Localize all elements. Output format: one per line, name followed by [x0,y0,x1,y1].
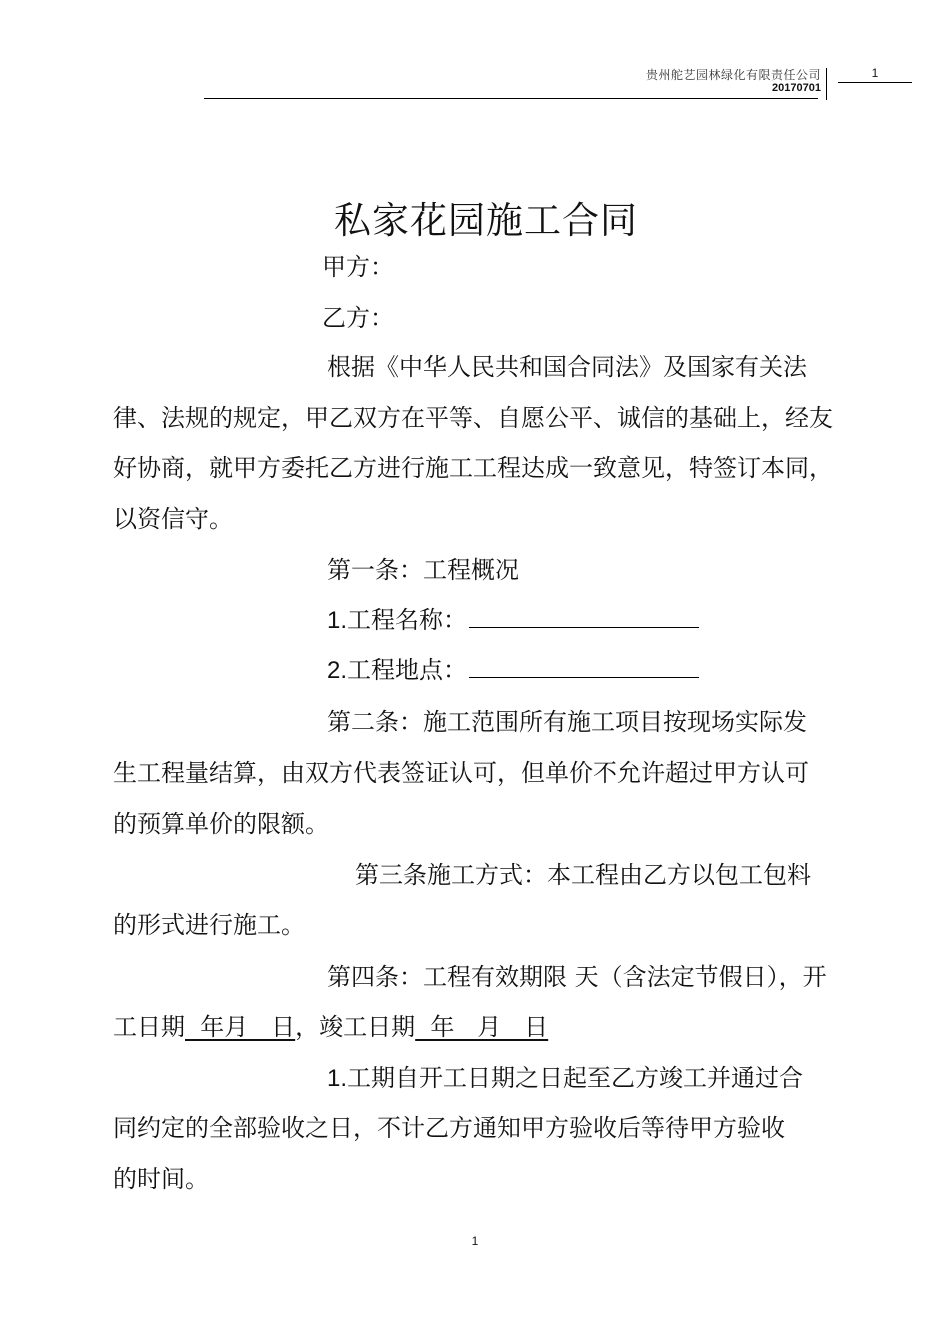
intro-line-1: 根据《中华人民共和国合同法》及国家有关法 [327,353,807,381]
project-name-row [327,605,699,636]
article4-dates-row [113,1012,548,1042]
document-title: 私家花园施工合同 [334,199,638,242]
party-b-label: 乙方： [322,304,394,332]
project-name-blank [469,605,699,628]
start-date-label: 工日期 [113,1013,185,1041]
footer-page-number: 1 [471,1234,479,1248]
end-date-label: ，竣工日期 [295,1013,416,1041]
article4-item1-line-2: 同约定的全部验收之日，不计乙方通知甲方验收后等待甲方验收 [113,1114,785,1142]
project-name-number: 1. [327,607,348,634]
header-rule [204,98,818,99]
header-divider [826,68,827,100]
article3-line-1: 第三条施工方式：本工程由乙方以包工包料 [355,861,811,889]
article2-line-2: 生工程量结算，由双方代表签证认可，但单价不允许超过甲方认可 [113,759,809,787]
header-company-name: 贵州舵艺园林绿化有限责任公司 [645,68,821,82]
project-name-label: 工程名称： [347,606,468,634]
party-a-label: 甲方： [322,253,394,281]
end-date-blank: 年 月 日 [415,1013,549,1041]
article4-item1-line-1 [327,1063,803,1094]
project-location-label: 工程地点： [347,656,468,684]
article2-line-1: 第二条：施工范围所有施工项目按现场实际发 [327,708,807,736]
header-page-number: 1 [838,66,912,83]
article2-line-3: 的预算单价的限额。 [113,810,329,838]
header-date: 20170701 [772,82,821,94]
project-location-blank [469,655,699,678]
article4-item1-line-3: 的时间。 [113,1165,209,1193]
project-location-number: 2. [327,657,348,684]
article3-line-2: 的形式进行施工。 [113,911,305,939]
project-location-row [327,655,699,686]
intro-line-4: 以资信守。 [113,505,233,533]
intro-line-3: 好协商，就甲方委托乙方进行施工工程达成一致意见，特签订本同， [113,454,833,482]
article4-item1-text: 工期自开工日期之日起至乙方竣工并通过合 [347,1064,804,1092]
article4-line-1: 第四条：工程有效期限 天（含法定节假日），开 [327,963,827,991]
start-date-blank: 年月 日 [185,1013,296,1041]
intro-line-2: 律、法规的规定，甲乙双方在平等、自愿公平、诚信的基础上，经友 [113,404,833,432]
article1-heading: 第一条：工程概况 [327,556,519,584]
article4-item1-number: 1. [327,1065,348,1092]
